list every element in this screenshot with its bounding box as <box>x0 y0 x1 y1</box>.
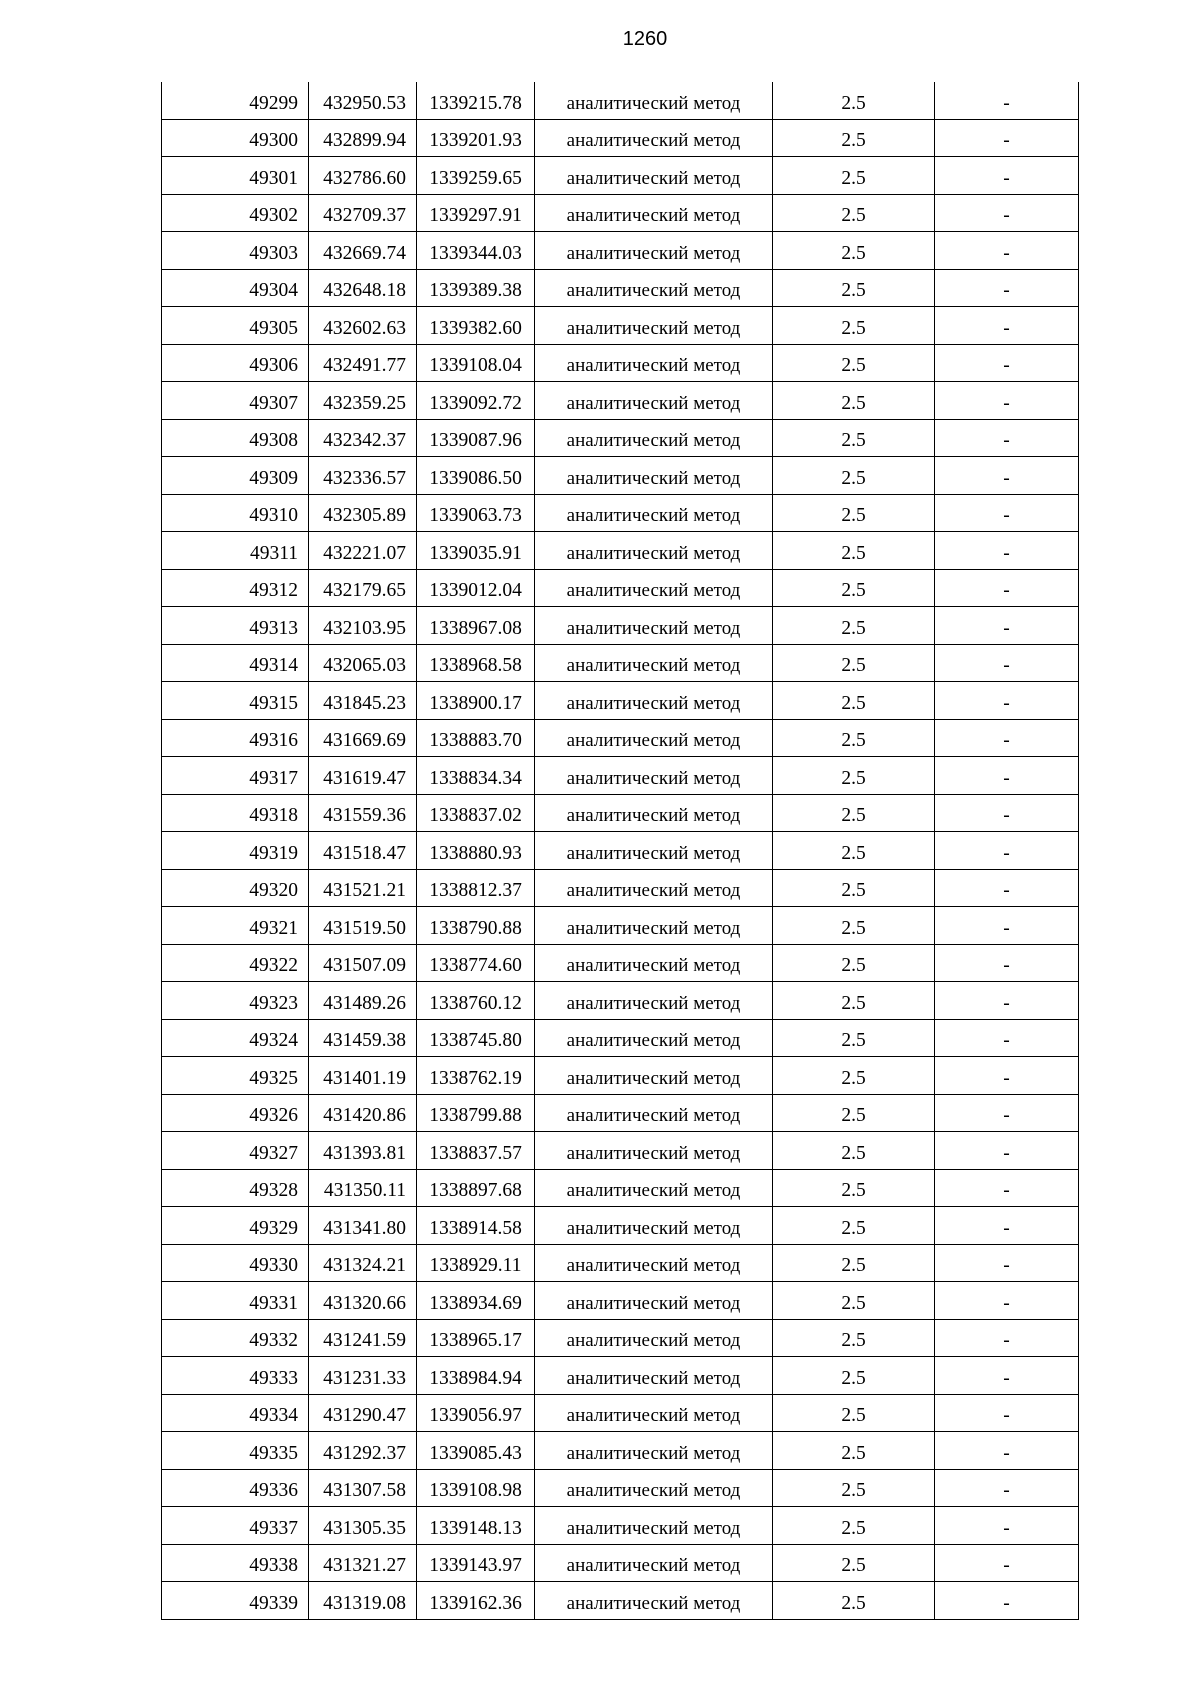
point-number-cell: 49307 <box>162 382 309 420</box>
precision-cell: 2.5 <box>773 1394 935 1432</box>
note-cell: - <box>935 194 1079 232</box>
y-coordinate-cell: 1339382.60 <box>417 307 535 345</box>
precision-cell: 2.5 <box>773 232 935 270</box>
y-coordinate-cell: 1338799.88 <box>417 1094 535 1132</box>
note-cell: - <box>935 1282 1079 1320</box>
precision-cell: 2.5 <box>773 1132 935 1170</box>
point-number-cell: 49302 <box>162 194 309 232</box>
precision-cell: 2.5 <box>773 82 935 119</box>
y-coordinate-cell: 1338914.58 <box>417 1207 535 1245</box>
method-cell: аналитический метод <box>535 607 773 645</box>
y-coordinate-cell: 1339162.36 <box>417 1582 535 1620</box>
method-cell: аналитический метод <box>535 794 773 832</box>
table-row <box>162 494 1079 532</box>
precision-cell: 2.5 <box>773 794 935 832</box>
y-coordinate-cell: 1338929.11 <box>417 1244 535 1282</box>
y-coordinate-cell: 1338934.69 <box>417 1282 535 1320</box>
precision-cell: 2.5 <box>773 1282 935 1320</box>
y-coordinate-cell: 1338790.88 <box>417 907 535 945</box>
method-cell: аналитический метод <box>535 1057 773 1095</box>
x-coordinate-cell: 431401.19 <box>309 1057 417 1095</box>
point-number-cell: 49317 <box>162 757 309 795</box>
y-coordinate-cell: 1339056.97 <box>417 1394 535 1432</box>
table-row <box>162 644 1079 682</box>
table-row <box>162 1244 1079 1282</box>
method-cell: аналитический метод <box>535 82 773 119</box>
x-coordinate-cell: 431521.21 <box>309 869 417 907</box>
point-number-cell: 49326 <box>162 1094 309 1132</box>
table-row <box>162 1019 1079 1057</box>
x-coordinate-cell: 432359.25 <box>309 382 417 420</box>
x-coordinate-cell: 431489.26 <box>309 982 417 1020</box>
x-coordinate-cell: 431319.08 <box>309 1582 417 1620</box>
precision-cell: 2.5 <box>773 419 935 457</box>
y-coordinate-cell: 1339143.97 <box>417 1544 535 1582</box>
point-number-cell: 49336 <box>162 1469 309 1507</box>
y-coordinate-cell: 1338984.94 <box>417 1357 535 1395</box>
y-coordinate-cell: 1338812.37 <box>417 869 535 907</box>
precision-cell: 2.5 <box>773 494 935 532</box>
point-number-cell: 49305 <box>162 307 309 345</box>
point-number-cell: 49312 <box>162 569 309 607</box>
table-row <box>162 607 1079 645</box>
table-row <box>162 457 1079 495</box>
precision-cell: 2.5 <box>773 944 935 982</box>
point-number-cell: 49338 <box>162 1544 309 1582</box>
x-coordinate-cell: 431350.11 <box>309 1169 417 1207</box>
point-number-cell: 49318 <box>162 794 309 832</box>
table-row <box>162 307 1079 345</box>
precision-cell: 2.5 <box>773 1432 935 1470</box>
point-number-cell: 49328 <box>162 1169 309 1207</box>
precision-cell: 2.5 <box>773 569 935 607</box>
x-coordinate-cell: 432342.37 <box>309 419 417 457</box>
point-number-cell: 49301 <box>162 157 309 195</box>
point-number-cell: 49325 <box>162 1057 309 1095</box>
note-cell: - <box>935 569 1079 607</box>
y-coordinate-cell: 1338837.57 <box>417 1132 535 1170</box>
table-row <box>162 194 1079 232</box>
note-cell: - <box>935 719 1079 757</box>
table-row <box>162 1432 1079 1470</box>
method-cell: аналитический метод <box>535 494 773 532</box>
x-coordinate-cell: 431290.47 <box>309 1394 417 1432</box>
table-row <box>162 1544 1079 1582</box>
x-coordinate-cell: 432950.53 <box>309 82 417 119</box>
x-coordinate-cell: 431341.80 <box>309 1207 417 1245</box>
y-coordinate-cell: 1338968.58 <box>417 644 535 682</box>
method-cell: аналитический метод <box>535 832 773 870</box>
point-number-cell: 49330 <box>162 1244 309 1282</box>
x-coordinate-cell: 432648.18 <box>309 269 417 307</box>
x-coordinate-cell: 432305.89 <box>309 494 417 532</box>
table-row <box>162 1057 1079 1095</box>
precision-cell: 2.5 <box>773 757 935 795</box>
method-cell: аналитический метод <box>535 1019 773 1057</box>
method-cell: аналитический метод <box>535 1169 773 1207</box>
point-number-cell: 49333 <box>162 1357 309 1395</box>
method-cell: аналитический метод <box>535 1469 773 1507</box>
x-coordinate-cell: 431420.86 <box>309 1094 417 1132</box>
method-cell: аналитический метод <box>535 1094 773 1132</box>
y-coordinate-cell: 1339148.13 <box>417 1507 535 1545</box>
precision-cell: 2.5 <box>773 157 935 195</box>
y-coordinate-cell: 1338880.93 <box>417 832 535 870</box>
note-cell: - <box>935 982 1079 1020</box>
point-number-cell: 49304 <box>162 269 309 307</box>
y-coordinate-cell: 1338834.34 <box>417 757 535 795</box>
y-coordinate-cell: 1338967.08 <box>417 607 535 645</box>
note-cell: - <box>935 532 1079 570</box>
note-cell: - <box>935 119 1079 157</box>
x-coordinate-cell: 431307.58 <box>309 1469 417 1507</box>
precision-cell: 2.5 <box>773 607 935 645</box>
y-coordinate-cell: 1339085.43 <box>417 1432 535 1470</box>
y-coordinate-cell: 1339259.65 <box>417 157 535 195</box>
y-coordinate-cell: 1339063.73 <box>417 494 535 532</box>
note-cell: - <box>935 907 1079 945</box>
precision-cell: 2.5 <box>773 457 935 495</box>
precision-cell: 2.5 <box>773 982 935 1020</box>
table-row <box>162 82 1079 119</box>
table-row <box>162 1169 1079 1207</box>
table-row <box>162 344 1079 382</box>
table-row <box>162 719 1079 757</box>
precision-cell: 2.5 <box>773 1544 935 1582</box>
point-number-cell: 49303 <box>162 232 309 270</box>
x-coordinate-cell: 432103.95 <box>309 607 417 645</box>
point-number-cell: 49316 <box>162 719 309 757</box>
method-cell: аналитический метод <box>535 1582 773 1620</box>
note-cell: - <box>935 1432 1079 1470</box>
precision-cell: 2.5 <box>773 832 935 870</box>
method-cell: аналитический метод <box>535 944 773 982</box>
point-number-cell: 49335 <box>162 1432 309 1470</box>
point-number-cell: 49331 <box>162 1282 309 1320</box>
method-cell: аналитический метод <box>535 1394 773 1432</box>
precision-cell: 2.5 <box>773 1582 935 1620</box>
precision-cell: 2.5 <box>773 1357 935 1395</box>
table-row <box>162 1207 1079 1245</box>
method-cell: аналитический метод <box>535 1207 773 1245</box>
precision-cell: 2.5 <box>773 1244 935 1282</box>
x-coordinate-cell: 431231.33 <box>309 1357 417 1395</box>
method-cell: аналитический метод <box>535 644 773 682</box>
precision-cell: 2.5 <box>773 1207 935 1245</box>
table-row <box>162 119 1079 157</box>
method-cell: аналитический метод <box>535 1282 773 1320</box>
precision-cell: 2.5 <box>773 307 935 345</box>
coordinates-table <box>161 82 1079 1620</box>
y-coordinate-cell: 1339201.93 <box>417 119 535 157</box>
y-coordinate-cell: 1339389.38 <box>417 269 535 307</box>
method-cell: аналитический метод <box>535 569 773 607</box>
x-coordinate-cell: 431305.35 <box>309 1507 417 1545</box>
note-cell: - <box>935 1394 1079 1432</box>
table-row <box>162 382 1079 420</box>
table-row <box>162 1357 1079 1395</box>
precision-cell: 2.5 <box>773 644 935 682</box>
note-cell: - <box>935 1469 1079 1507</box>
point-number-cell: 49323 <box>162 982 309 1020</box>
precision-cell: 2.5 <box>773 1507 935 1545</box>
table-row <box>162 419 1079 457</box>
precision-cell: 2.5 <box>773 1469 935 1507</box>
table-row <box>162 232 1079 270</box>
table-row <box>162 1507 1079 1545</box>
note-cell: - <box>935 269 1079 307</box>
method-cell: аналитический метод <box>535 119 773 157</box>
x-coordinate-cell: 431292.37 <box>309 1432 417 1470</box>
method-cell: аналитический метод <box>535 1544 773 1582</box>
precision-cell: 2.5 <box>773 532 935 570</box>
precision-cell: 2.5 <box>773 1019 935 1057</box>
table-row <box>162 794 1079 832</box>
table-row <box>162 1582 1079 1620</box>
note-cell: - <box>935 832 1079 870</box>
point-number-cell: 49329 <box>162 1207 309 1245</box>
y-coordinate-cell: 1338900.17 <box>417 682 535 720</box>
note-cell: - <box>935 1207 1079 1245</box>
method-cell: аналитический метод <box>535 419 773 457</box>
x-coordinate-cell: 432065.03 <box>309 644 417 682</box>
method-cell: аналитический метод <box>535 1319 773 1357</box>
note-cell: - <box>935 1319 1079 1357</box>
method-cell: аналитический метод <box>535 307 773 345</box>
note-cell: - <box>935 1019 1079 1057</box>
point-number-cell: 49313 <box>162 607 309 645</box>
method-cell: аналитический метод <box>535 157 773 195</box>
y-coordinate-cell: 1339297.91 <box>417 194 535 232</box>
table-row <box>162 1394 1079 1432</box>
y-coordinate-cell: 1338762.19 <box>417 1057 535 1095</box>
y-coordinate-cell: 1338883.70 <box>417 719 535 757</box>
note-cell: - <box>935 1507 1079 1545</box>
note-cell: - <box>935 1169 1079 1207</box>
method-cell: аналитический метод <box>535 232 773 270</box>
note-cell: - <box>935 307 1079 345</box>
method-cell: аналитический метод <box>535 1244 773 1282</box>
point-number-cell: 49309 <box>162 457 309 495</box>
point-number-cell: 49321 <box>162 907 309 945</box>
y-coordinate-cell: 1338897.68 <box>417 1169 535 1207</box>
x-coordinate-cell: 431459.38 <box>309 1019 417 1057</box>
note-cell: - <box>935 82 1079 119</box>
y-coordinate-cell: 1339087.96 <box>417 419 535 457</box>
precision-cell: 2.5 <box>773 907 935 945</box>
point-number-cell: 49327 <box>162 1132 309 1170</box>
x-coordinate-cell: 431507.09 <box>309 944 417 982</box>
x-coordinate-cell: 431320.66 <box>309 1282 417 1320</box>
method-cell: аналитический метод <box>535 194 773 232</box>
precision-cell: 2.5 <box>773 1319 935 1357</box>
method-cell: аналитический метод <box>535 382 773 420</box>
precision-cell: 2.5 <box>773 382 935 420</box>
note-cell: - <box>935 1094 1079 1132</box>
x-coordinate-cell: 431241.59 <box>309 1319 417 1357</box>
method-cell: аналитический метод <box>535 532 773 570</box>
precision-cell: 2.5 <box>773 194 935 232</box>
point-number-cell: 49308 <box>162 419 309 457</box>
table-row <box>162 532 1079 570</box>
table-row <box>162 1469 1079 1507</box>
x-coordinate-cell: 432179.65 <box>309 569 417 607</box>
table-row <box>162 757 1079 795</box>
note-cell: - <box>935 232 1079 270</box>
x-coordinate-cell: 432786.60 <box>309 157 417 195</box>
method-cell: аналитический метод <box>535 1507 773 1545</box>
note-cell: - <box>935 869 1079 907</box>
y-coordinate-cell: 1338745.80 <box>417 1019 535 1057</box>
table-row <box>162 944 1079 982</box>
precision-cell: 2.5 <box>773 119 935 157</box>
y-coordinate-cell: 1339108.04 <box>417 344 535 382</box>
method-cell: аналитический метод <box>535 757 773 795</box>
note-cell: - <box>935 382 1079 420</box>
precision-cell: 2.5 <box>773 682 935 720</box>
method-cell: аналитический метод <box>535 869 773 907</box>
point-number-cell: 49299 <box>162 82 309 119</box>
y-coordinate-cell: 1339344.03 <box>417 232 535 270</box>
x-coordinate-cell: 431559.36 <box>309 794 417 832</box>
precision-cell: 2.5 <box>773 869 935 907</box>
point-number-cell: 49300 <box>162 119 309 157</box>
note-cell: - <box>935 1357 1079 1395</box>
table-row <box>162 157 1079 195</box>
method-cell: аналитический метод <box>535 907 773 945</box>
y-coordinate-cell: 1338774.60 <box>417 944 535 982</box>
precision-cell: 2.5 <box>773 1094 935 1132</box>
note-cell: - <box>935 644 1079 682</box>
precision-cell: 2.5 <box>773 719 935 757</box>
note-cell: - <box>935 494 1079 532</box>
x-coordinate-cell: 432491.77 <box>309 344 417 382</box>
y-coordinate-cell: 1339035.91 <box>417 532 535 570</box>
table-row <box>162 1132 1079 1170</box>
method-cell: аналитический метод <box>535 1132 773 1170</box>
y-coordinate-cell: 1339108.98 <box>417 1469 535 1507</box>
x-coordinate-cell: 431321.27 <box>309 1544 417 1582</box>
note-cell: - <box>935 682 1079 720</box>
point-number-cell: 49337 <box>162 1507 309 1545</box>
point-number-cell: 49314 <box>162 644 309 682</box>
table-row <box>162 1319 1079 1357</box>
point-number-cell: 49311 <box>162 532 309 570</box>
point-number-cell: 49306 <box>162 344 309 382</box>
point-number-cell: 49310 <box>162 494 309 532</box>
table-row <box>162 869 1079 907</box>
x-coordinate-cell: 431519.50 <box>309 907 417 945</box>
point-number-cell: 49320 <box>162 869 309 907</box>
x-coordinate-cell: 432336.57 <box>309 457 417 495</box>
x-coordinate-cell: 431619.47 <box>309 757 417 795</box>
y-coordinate-cell: 1338965.17 <box>417 1319 535 1357</box>
note-cell: - <box>935 607 1079 645</box>
y-coordinate-cell: 1339012.04 <box>417 569 535 607</box>
method-cell: аналитический метод <box>535 719 773 757</box>
note-cell: - <box>935 757 1079 795</box>
note-cell: - <box>935 1544 1079 1582</box>
precision-cell: 2.5 <box>773 1169 935 1207</box>
table-row <box>162 832 1079 870</box>
point-number-cell: 49322 <box>162 944 309 982</box>
method-cell: аналитический метод <box>535 344 773 382</box>
point-number-cell: 49324 <box>162 1019 309 1057</box>
x-coordinate-cell: 432899.94 <box>309 119 417 157</box>
note-cell: - <box>935 794 1079 832</box>
precision-cell: 2.5 <box>773 344 935 382</box>
note-cell: - <box>935 157 1079 195</box>
table-row <box>162 569 1079 607</box>
method-cell: аналитический метод <box>535 269 773 307</box>
x-coordinate-cell: 432709.37 <box>309 194 417 232</box>
x-coordinate-cell: 432669.74 <box>309 232 417 270</box>
x-coordinate-cell: 431518.47 <box>309 832 417 870</box>
note-cell: - <box>935 457 1079 495</box>
note-cell: - <box>935 1132 1079 1170</box>
table-row <box>162 1282 1079 1320</box>
note-cell: - <box>935 344 1079 382</box>
table-body <box>162 82 1079 1619</box>
x-coordinate-cell: 431669.69 <box>309 719 417 757</box>
method-cell: аналитический метод <box>535 982 773 1020</box>
note-cell: - <box>935 1244 1079 1282</box>
x-coordinate-cell: 431324.21 <box>309 1244 417 1282</box>
point-number-cell: 49319 <box>162 832 309 870</box>
table-row <box>162 907 1079 945</box>
method-cell: аналитический метод <box>535 682 773 720</box>
precision-cell: 2.5 <box>773 269 935 307</box>
point-number-cell: 49334 <box>162 1394 309 1432</box>
note-cell: - <box>935 419 1079 457</box>
method-cell: аналитический метод <box>535 457 773 495</box>
table-row <box>162 1094 1079 1132</box>
note-cell: - <box>935 1582 1079 1620</box>
note-cell: - <box>935 944 1079 982</box>
precision-cell: 2.5 <box>773 1057 935 1095</box>
method-cell: аналитический метод <box>535 1432 773 1470</box>
x-coordinate-cell: 431845.23 <box>309 682 417 720</box>
y-coordinate-cell: 1339215.78 <box>417 82 535 119</box>
x-coordinate-cell: 432602.63 <box>309 307 417 345</box>
x-coordinate-cell: 431393.81 <box>309 1132 417 1170</box>
point-number-cell: 49315 <box>162 682 309 720</box>
y-coordinate-cell: 1338760.12 <box>417 982 535 1020</box>
method-cell: аналитический метод <box>535 1357 773 1395</box>
x-coordinate-cell: 432221.07 <box>309 532 417 570</box>
y-coordinate-cell: 1339086.50 <box>417 457 535 495</box>
page-number: 1260 <box>622 28 668 50</box>
note-cell: - <box>935 1057 1079 1095</box>
point-number-cell: 49339 <box>162 1582 309 1620</box>
table-row <box>162 269 1079 307</box>
y-coordinate-cell: 1338837.02 <box>417 794 535 832</box>
table-row <box>162 682 1079 720</box>
point-number-cell: 49332 <box>162 1319 309 1357</box>
y-coordinate-cell: 1339092.72 <box>417 382 535 420</box>
table-row <box>162 982 1079 1020</box>
